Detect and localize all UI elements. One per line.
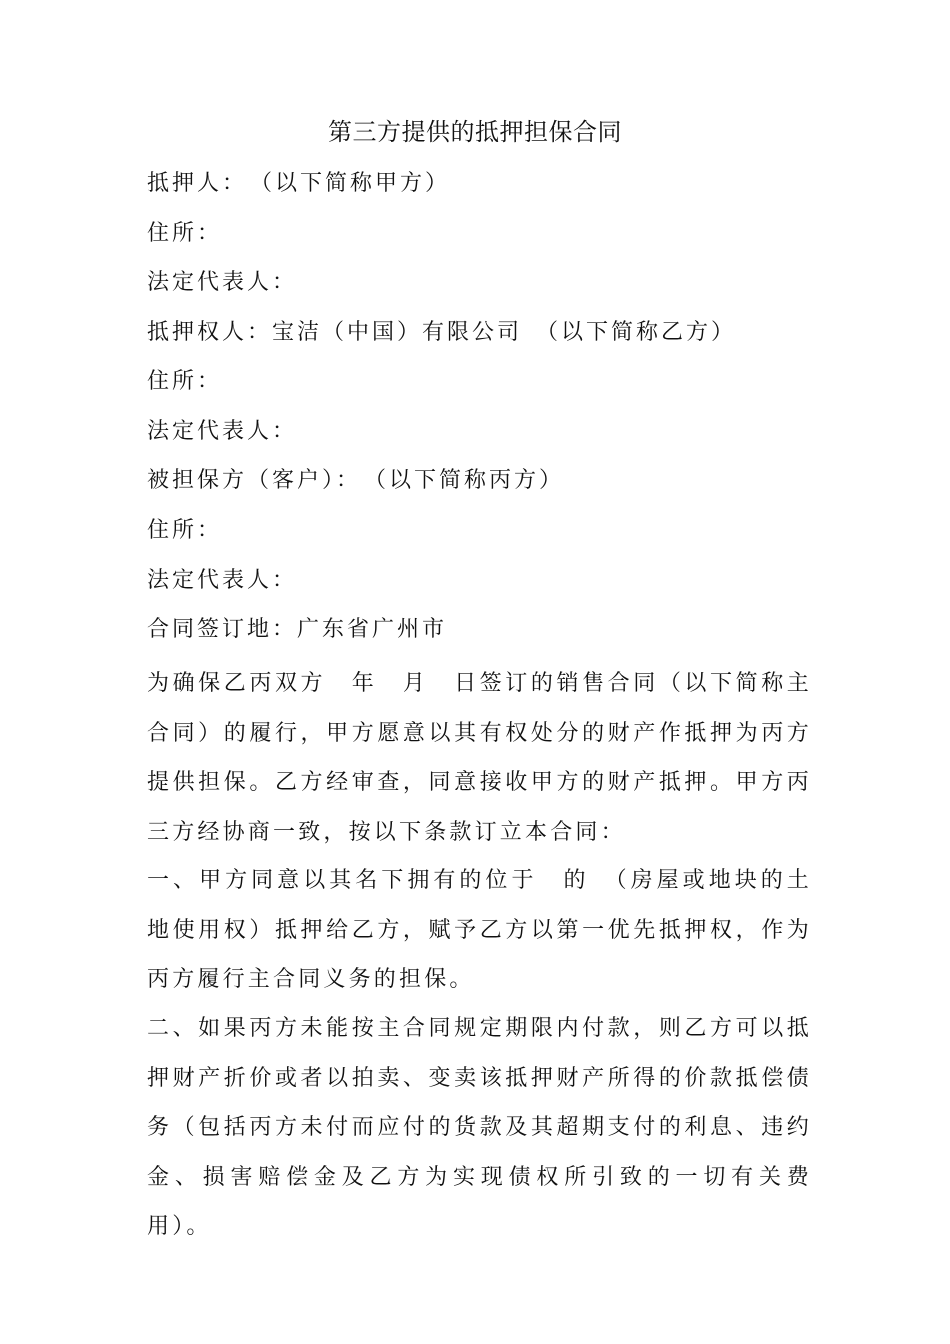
mortgagor-representative-line: 法定代表人： <box>147 270 298 295</box>
guaranteed-party-address-line: 住所： <box>147 518 223 543</box>
preamble-paragraph: 为确保乙丙双方 年 月 日签订的销售合同（以下简称主合同）的履行，甲方愿意以其有权处分的财产作抵押为丙方提供担保。乙方经审查，同意接收甲方的财产抵押。甲方丙三方经协商一致，按以下条款订立本合同： <box>147 671 812 845</box>
signing-place-line: 合同签订地：广东省广州市 <box>147 617 448 642</box>
clause-2-paragraph: 二、如果丙方未能按主合同规定期限内付款，则乙方可以抵押财产折价或者以拍卖、变卖该抵押财产所得的价款抵偿债务（包括丙方未付而应付的货款及其超期支付的利息、违约金、损害赔偿金及乙方为实现债权所引致的一切有关费用）。 <box>147 1016 812 1239</box>
mortgagee-representative-line: 法定代表人： <box>147 419 298 444</box>
mortgagee-line: 抵押权人：宝洁（中国）有限公司 （以下简称乙方） <box>147 320 737 345</box>
document-title: 第三方提供的抵押担保合同 <box>328 118 622 146</box>
mortgagee-address-line: 住所： <box>147 369 223 394</box>
mortgagor-address-line: 住所： <box>147 221 223 246</box>
guaranteed-party-representative-line: 法定代表人： <box>147 568 298 593</box>
mortgagor-line: 抵押人： （以下简称甲方） <box>147 171 451 196</box>
clause-1-paragraph: 一、甲方同意以其名下拥有的位于 的 （房屋或地块的土地使用权）抵押给乙方，赋予乙方以第一优先抵押权，作为丙方履行主合同义务的担保。 <box>147 868 812 992</box>
guaranteed-party-line: 被担保方（客户）： （以下简称丙方） <box>147 468 565 493</box>
